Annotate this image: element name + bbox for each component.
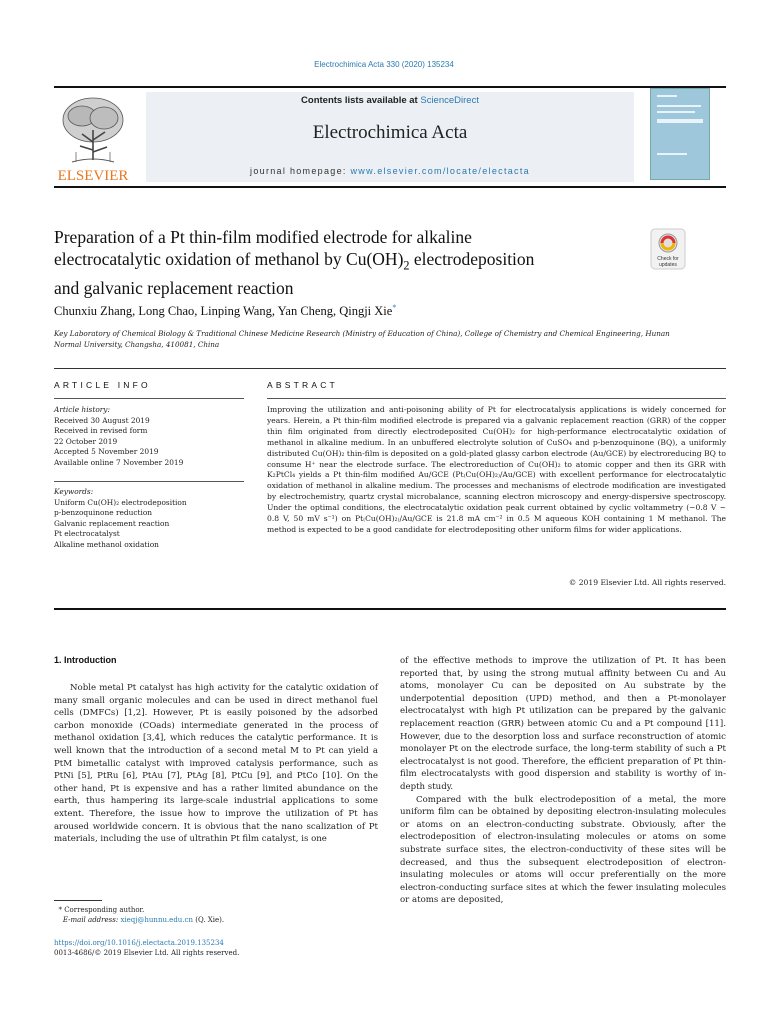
author-email-link[interactable]: xieqj@hunnu.edu.cn — [120, 916, 193, 924]
title-line-2: electrocatalytic oxidation of methanol by Cu(OH) — [54, 249, 404, 269]
title-subscript: 2 — [403, 258, 410, 273]
history-item: 22 October 2019 — [54, 436, 118, 446]
journal-homepage — [146, 166, 634, 176]
doi-link[interactable]: https://doi.org/10.1016/j.electacta.2019.135234 — [54, 939, 224, 947]
cover-text-line — [657, 111, 695, 113]
contents-line — [150, 95, 630, 106]
history-item: Received in revised form — [54, 426, 148, 436]
footnote-email-label: E-mail address: — [62, 916, 119, 924]
authors-names: Chunxiu Zhang, Long Chao, Linping Wang, Yan Cheng, Qingji Xie — [54, 304, 393, 319]
intro-right-column — [400, 655, 726, 907]
abstract-text: Improving the utilization and anti-poisoning ability of Pt for electrocatalysis applications is widely concerned for years. Herein, a Pt thin-film modified electrode is prepared via a galvanic replacement reaction (GRR) of the copper thin film originated from directly electrodeposited Cu(OH)₂ for high-performance electrocatalytic oxidation of methanol in alkaline medium. In an unbuffered electrolyte solution of CuSO₄ and p-benzoquinone (BQ), a uniformly distributed Cu(OH)₂ thin-film is deposited on a gold-plated glassy carbon electrode (Au/GCE) by electroreducing BQ to consume H⁺ near the electrode surface. The electroreduction of Cu(OH)₂ to atomic copper and then its GRR with K₂PtCl₄ yields a Pt thin-film modified Au/GCE (Pt₍Cu(OH)₂₎/Au/GCE) with excellent performance for electrocatalytic oxidation of methanol in alkaline medium. The processes and mechanisms of electrode modification are investigated by electrochemistry, quartz crystal microbalance, scanning electron microscopy and energy-dispersive spectroscopy. Under the optimal conditions, the electrocatalytic oxidation peak current obtained by cyclic voltammetry (−0.8 V ~ 0.8 V, 50 mV s⁻¹) on Pt₍Cu(OH)₂₎/Au/GCE is 21.8 mA cm⁻² in 0.5 M aqueous KOH containing 1 M methanol. The method is expected to be a good candidate for electrodepositing other uniform films for wider applications. — [267, 405, 726, 534]
article-info-rule — [54, 398, 244, 399]
introduction-heading: 1. Introduction — [54, 655, 117, 665]
footnote-mark: * — [58, 906, 62, 914]
title-line-1: Preparation of a Pt thin-film modified electrode for alkaline — [54, 227, 472, 247]
badge-text-1: Check for — [657, 256, 679, 262]
keywords — [54, 487, 244, 551]
history-item: Received 30 August 2019 — [54, 415, 150, 425]
abstract-rule — [267, 398, 726, 399]
header-rule-top — [54, 86, 726, 88]
history-item: Available online 7 November 2019 — [54, 457, 184, 467]
article-history — [54, 405, 244, 469]
abstract-heading: ABSTRACT — [267, 380, 338, 390]
intro-paragraph: Compared with the bulk electrodeposition of a metal, the more uniform film can be obtained by depositing electron-insulating molecules or atoms on an electron-conducting substrate. Obviously, after the electrodeposition of electron-insulating molecules or atoms on some substrate surface sites, the electron-conductivity of these sites will be decreased, and thus the subsequent electrodeposition of electron-insulating molecules or atoms will occur preferentially on the more electron-conducting surface sites at which the fewer insulating molecules or atoms are deposited, — [400, 794, 726, 906]
abstract-rule-bottom — [54, 608, 726, 610]
keyword-item: Uniform Cu(OH)₂ electrodeposition — [54, 497, 187, 507]
corresponding-author-mark[interactable]: * — [392, 303, 397, 312]
sciencedirect-link[interactable]: ScienceDirect — [420, 95, 479, 106]
keyword-item: Pt electrocatalyst — [54, 529, 120, 539]
footnote-email-suffix: (Q. Xie). — [195, 916, 225, 924]
doi-block — [54, 938, 239, 958]
abstract-copyright: © 2019 Elsevier Ltd. All rights reserved. — [568, 578, 726, 587]
cover-text-line — [657, 153, 687, 155]
journal-citation[interactable]: Electrochimica Acta 330 (2020) 135234 — [314, 60, 454, 69]
history-label: Article history: — [54, 405, 110, 414]
article-info-heading: ARTICLE INFO — [54, 380, 151, 390]
cover-text-line — [657, 95, 677, 97]
cover-text-line — [657, 105, 701, 107]
title-line-3: and galvanic replacement reaction — [54, 277, 294, 298]
homepage-prefix: journal homepage: — [250, 166, 347, 176]
title-line-2-end: electrodeposition — [409, 249, 535, 269]
badge-text-2: updates — [659, 262, 677, 268]
header-rule-bottom — [54, 186, 726, 188]
keywords-label: Keywords: — [54, 487, 94, 496]
footnote-corresponding: Corresponding author. — [64, 906, 145, 914]
keyword-item: p-benzoquinone reduction — [54, 508, 153, 518]
journal-cover-image — [650, 88, 710, 180]
check-for-updates-badge[interactable] — [650, 228, 686, 270]
history-item: Accepted 5 November 2019 — [54, 447, 159, 457]
publisher-name: ELSEVIER — [57, 168, 129, 184]
journal-title: Electrochimica Acta — [312, 122, 468, 143]
intro-left-column: Noble metal Pt catalyst has high activity for the catalytic oxidation of many small organic molecules and can be used in direct methanol fuel cells (DMFCs) [1,2]. However, Pt is easily poisoned by the adsorbed carbon monoxide (COads) intermediate generated in the process of methanol oxidation [3,4], which reduces the catalytic performance. It is well known that the introduction of a second metal M to Pt can yield a PtM bimetallic catalyst with improved catalysis performance, such as PtNi [5], PtRu [6], PtAu [7], PtAg [8], PtCu [9], and PtCo [10]. On the other hand, Pt is expensive and has a rather limited abundance on the earth, thus hampering its large-scale industrial applications to some extent. Therefore, the issue how to improve the utilization of Pt has aroused worldwide concern. It is obvious that the nano scalization of Pt materials, including the use of ultrathin Pt film catalyst, is one — [54, 683, 378, 845]
keywords-rule — [54, 481, 244, 482]
intro-paragraph: of the effective methods to improve the utilization of Pt. It has been reported that, by using the strong mutual affinity between Cu and Au atoms, monolayer Cu can be deposited on Au substrate by the underpotential deposition (UPD) method, and then a Pt-monolayer electrocatalyst with high Pt utilization can be prepared by the galvanic replacement reaction (GRR) between atomic Cu and a Pt compound [11]. However, due to the desorption loss and surface reconstruction of atomic monolayer Pt on the electrode surface, the long-term stability of such a Pt electrocatalyst is not good. Therefore, the efficient preparation of Pt thin-film electrocatalysts with good dispersion and stability is worthy of in-depth study. — [400, 656, 726, 792]
issn-line: 0013-4686/© 2019 Elsevier Ltd. All rights reserved. — [54, 949, 240, 957]
footnote — [54, 905, 224, 925]
affiliation: Key Laboratory of Chemical Biology & Traditional Chinese Medicine Research (Ministry of Education of China), College of Chemistry and Chemical Engineering, Hunan Normal University, Changsha, 410081, China — [54, 329, 670, 349]
author-list — [54, 303, 396, 319]
contents-prefix: Contents lists available at — [301, 95, 418, 106]
elsevier-logo — [52, 90, 134, 186]
cover-text-line — [657, 119, 703, 123]
section-rule — [54, 368, 726, 369]
keyword-item: Galvanic replacement reaction — [54, 518, 170, 528]
keyword-item: Alkaline methanol oxidation — [54, 539, 159, 549]
homepage-link[interactable]: www.elsevier.com/locate/electacta — [350, 166, 530, 176]
article-title — [54, 226, 634, 299]
footnote-rule — [54, 900, 102, 901]
